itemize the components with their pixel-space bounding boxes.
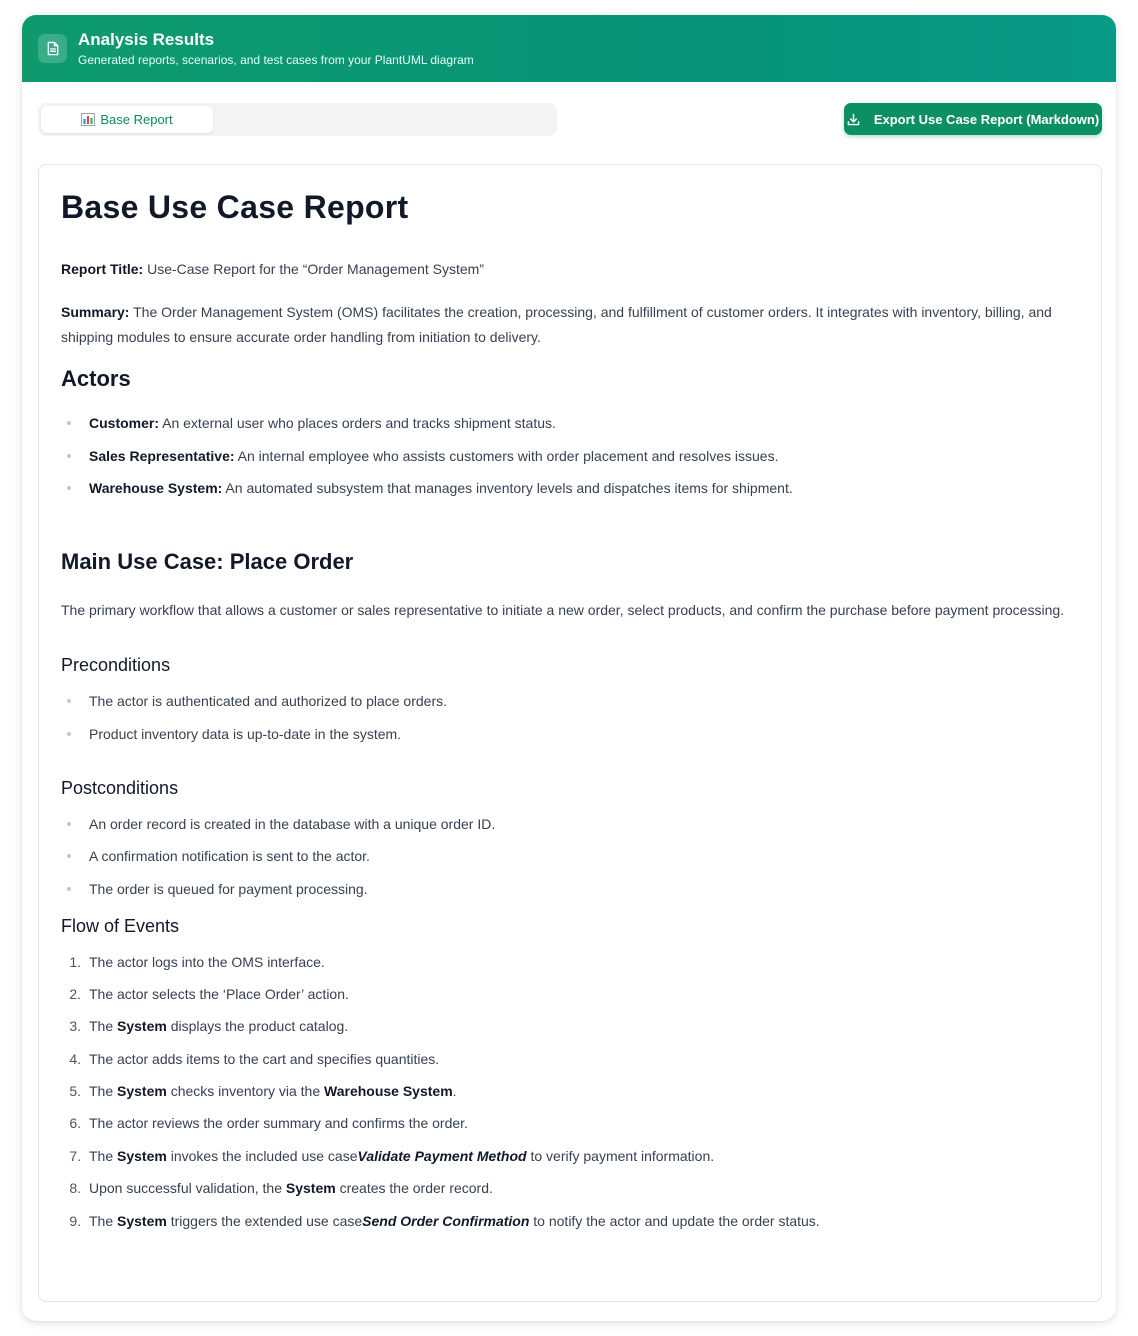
step-bold-text: System [117, 1212, 167, 1229]
step-use-case-label: Send Order Confirmation [362, 1212, 530, 1229]
flow-step [61, 1016, 1079, 1036]
step-text: The actor reviews the order summary and confirms the order. [89, 1115, 468, 1132]
flow-step [61, 984, 1079, 1004]
step-number: 9. [69, 1212, 81, 1229]
step-bold-text: System [117, 1018, 167, 1035]
postcondition-item: An order record is created in the database with a unique order ID. [61, 814, 1079, 834]
flow-step [61, 1211, 1079, 1231]
export-markdown-button[interactable] [844, 103, 1102, 135]
header-subtitle: Generated reports, scenarios, and test cases from your PlantUML diagram [78, 52, 474, 67]
report-title-line [61, 257, 1079, 282]
step-text: displays the product catalog. [166, 1018, 349, 1035]
base-report-content [38, 164, 1102, 1302]
step-bold-text: System [117, 1083, 167, 1100]
step-number: 6. [69, 1115, 81, 1132]
actor-name: Customer: [89, 415, 160, 431]
step-use-case-label: Validate Payment Method [357, 1147, 527, 1164]
flow-step [61, 1146, 1079, 1166]
step-text: creates the order record. [335, 1180, 493, 1197]
step-use-case-name [362, 1213, 529, 1229]
precondition-item: The actor is authenticated and authorized to place orders. [61, 691, 1079, 711]
step-text: The actor selects the ‘Place Order’ action. [89, 985, 349, 1002]
flow-step [61, 952, 1079, 972]
postconditions-heading: Postconditions [61, 777, 179, 798]
results-header [22, 15, 1116, 82]
postconditions-list [61, 814, 1079, 899]
main-use-case-description: The primary workflow that allows a customer or sales representative to initiate a new order, select products, and confirm the purchase before payment processing. [61, 602, 1065, 618]
tab-label: Base Report [100, 112, 173, 127]
download-icon [847, 113, 860, 126]
step-text: to notify the actor and update the order status. [529, 1212, 820, 1229]
analysis-results-panel [22, 15, 1116, 1321]
flow-of-events-list [61, 952, 1079, 1231]
flow-step [61, 1081, 1079, 1101]
step-text: triggers the extended use case [166, 1212, 363, 1229]
step-number: 8. [69, 1180, 81, 1197]
step-number: 7. [69, 1147, 81, 1164]
summary-text: The Order Management System (OMS) facilitates the creation, processing, and fulfillment of customer orders. It integrates with inventory, billing, and shipping modules to ensure accurate order handling from initiation to delivery. [61, 304, 1052, 345]
step-bold-text: System [285, 1180, 336, 1197]
actor-item [61, 478, 1079, 498]
step-text: The [89, 1018, 118, 1035]
step-text: The actor adds items to the cart and specifies quantities. [89, 1050, 440, 1067]
step-text: The actor logs into the OMS interface. [89, 953, 325, 970]
flow-step [61, 1178, 1079, 1198]
report-heading: Base Use Case Report [61, 189, 409, 225]
step-text: . [452, 1083, 457, 1100]
results-toolbar [38, 103, 1102, 135]
postcondition-item: The order is queued for payment processing. [61, 879, 1079, 899]
step-text: checks inventory via the [166, 1083, 325, 1100]
step-number: 3. [69, 1018, 81, 1035]
step-number: 2. [69, 985, 81, 1002]
export-button-label: Export Use Case Report (Markdown) [873, 111, 1100, 127]
step-text: invokes the included use case [166, 1147, 358, 1164]
step-number: 1. [69, 953, 81, 970]
step-text: Upon successful validation, the [89, 1180, 286, 1197]
header-title: Analysis Results [78, 29, 215, 49]
actors-list [61, 413, 1079, 498]
summary-paragraph [61, 300, 1079, 350]
bar-chart-icon [81, 113, 95, 126]
precondition-item: Product inventory data is up-to-date in the system. [61, 724, 1079, 744]
step-text: The [89, 1212, 118, 1229]
flow-of-events-heading: Flow of Events [61, 915, 180, 936]
tab-base-report[interactable] [41, 106, 213, 133]
step-number: 4. [69, 1050, 81, 1067]
actor-description: An internal employee who assists customers with order placement and resolves issues. [234, 447, 779, 464]
report-title-value: Use-Case Report for the “Order Management System” [143, 261, 484, 277]
actor-item [61, 446, 1079, 466]
step-use-case-name [358, 1148, 527, 1164]
step-number: 5. [69, 1083, 81, 1100]
actor-description: An external user who places orders and tracks shipment status. [159, 415, 556, 431]
preconditions-heading: Preconditions [61, 655, 171, 675]
actor-description: An automated subsystem that manages inventory levels and dispatches items for shipment. [222, 480, 793, 496]
step-bold-text: Warehouse System [324, 1083, 453, 1100]
postcondition-item: A confirmation notification is sent to the actor. [61, 846, 1079, 866]
report-title-label: Report Title: [61, 261, 144, 277]
actor-name: Sales Representative: [89, 447, 235, 464]
actor-item [61, 413, 1079, 433]
step-text: to verify payment information. [526, 1147, 715, 1164]
actor-name: Warehouse System: [89, 480, 223, 496]
flow-step [61, 1113, 1079, 1133]
actors-heading: Actors [61, 366, 131, 391]
report-tabs [38, 103, 557, 136]
step-text: The [89, 1147, 118, 1164]
summary-label: Summary: [61, 304, 130, 320]
flow-step [61, 1049, 1079, 1069]
preconditions-list [61, 691, 1079, 744]
document-icon [38, 34, 67, 63]
main-use-case-heading: Main Use Case: Place Order [61, 549, 354, 574]
step-text: The [89, 1083, 118, 1100]
step-bold-text: System [117, 1147, 167, 1164]
